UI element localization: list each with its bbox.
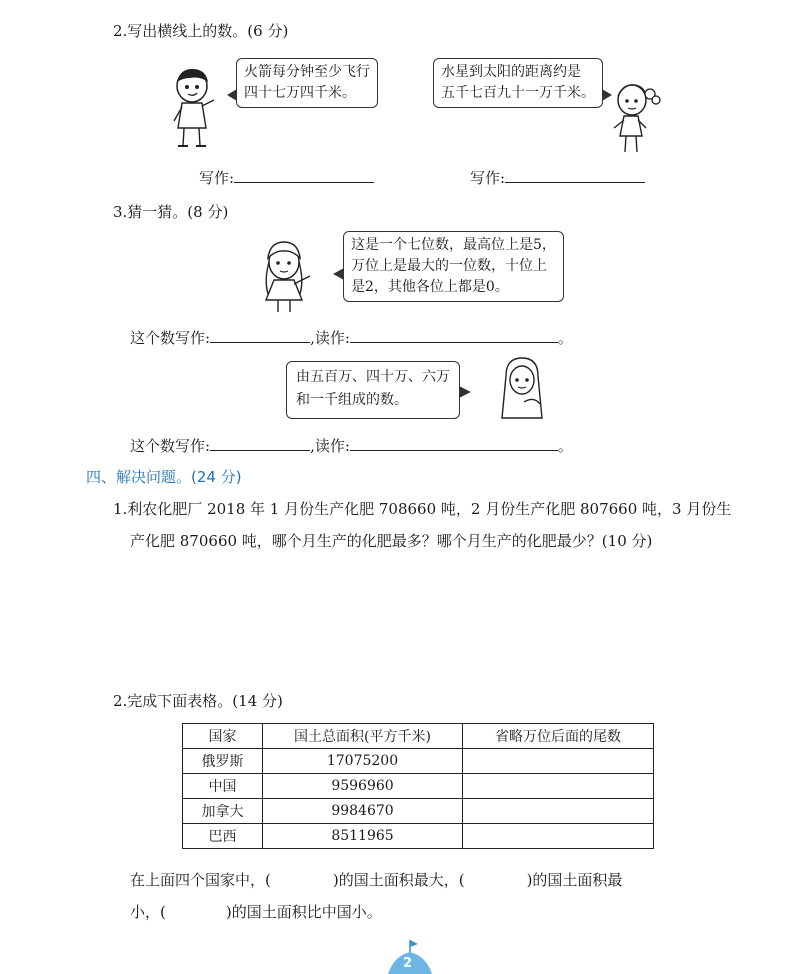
table-header-row xyxy=(183,724,654,749)
long-hair-girl-figure xyxy=(494,356,552,426)
write-label-right: 写作: xyxy=(470,169,506,187)
page-number: 2 xyxy=(403,956,413,971)
bubble-right-line-2: 五千七百九十一万千米。 xyxy=(441,85,595,101)
q3-answer-row-2 xyxy=(130,435,573,456)
problem-1-line-1: 1.利农化肥厂 2018 年 1 月份生产化肥 708660 吨，2 月份生产化肥 807660 吨，3 月份生 xyxy=(113,500,732,518)
cell-rounded-input[interactable] xyxy=(463,799,654,824)
write-label-left: 写作: xyxy=(199,169,235,187)
answer-line-left[interactable] xyxy=(234,168,374,183)
fill2-text-b: )的国土面积比中国小。 xyxy=(225,903,382,921)
cell-country: 加拿大 xyxy=(183,799,263,824)
fill-blank-row-1 xyxy=(130,869,622,890)
area-table xyxy=(182,723,654,849)
read-label-1: ,读作: xyxy=(310,329,350,347)
cell-rounded-input[interactable] xyxy=(463,749,654,774)
bubble-right-line-1: 水星到太阳的距离约是 xyxy=(441,64,581,80)
fill1-text-c: )的国土面积最 xyxy=(526,871,623,889)
boy-cartoon-figure xyxy=(166,66,220,150)
cell-country: 巴西 xyxy=(183,824,263,849)
bubble1-line-1: 这是一个七位数，最高位上是5， xyxy=(351,237,556,253)
bubble-left-line-1: 火箭每分钟至少飞行 xyxy=(244,64,370,80)
bubble-left-line-2: 四十七万四千米。 xyxy=(244,85,356,101)
cell-area: 8511965 xyxy=(263,824,463,849)
girl-with-braids-figure xyxy=(256,236,318,314)
fill1-text-b: )的国土面积最大，( xyxy=(332,871,465,889)
write-answer-line-1[interactable] xyxy=(210,328,310,343)
read-label-2: ,读作: xyxy=(310,437,350,455)
cell-area: 9984670 xyxy=(263,799,463,824)
cell-area: 9596960 xyxy=(263,774,463,799)
write-answer-line-2[interactable] xyxy=(210,436,310,451)
section-4-title: 四、解决问题。(24 分) xyxy=(86,468,242,486)
speech-bubble-composition xyxy=(286,361,460,419)
bubble2-line-2: 和一千组成的数。 xyxy=(296,392,408,408)
q3-title: 3.猜一猜。(8 分) xyxy=(113,203,229,221)
table-header-country: 国家 xyxy=(183,724,263,749)
period-2: 。 xyxy=(557,437,573,455)
write-label-2: 这个数写作: xyxy=(130,437,211,455)
table-header-area: 国土总面积(平方千米) xyxy=(263,724,463,749)
problem-2-title: 2.完成下面表格。(14 分) xyxy=(113,692,283,710)
speech-bubble-right xyxy=(433,58,603,108)
fill1-text-a: 在上面四个国家中，( xyxy=(130,871,271,889)
bubble1-line-3: 是2，其他各位上都是0。 xyxy=(351,279,509,295)
fill-blank-row-2 xyxy=(130,901,382,922)
q2-title: 2.写出横线上的数。(6 分) xyxy=(113,22,289,40)
read-answer-line-1[interactable] xyxy=(350,328,558,343)
read-answer-line-2[interactable] xyxy=(350,436,558,451)
table-row xyxy=(183,799,654,824)
period-1: 。 xyxy=(557,329,573,347)
q2-write-left xyxy=(199,167,374,188)
cell-country: 中国 xyxy=(183,774,263,799)
cell-rounded-input[interactable] xyxy=(463,824,654,849)
problem-1-line-2: 产化肥 870660 吨，哪个月生产的化肥最多？哪个月生产的化肥最少？(10 分) xyxy=(130,532,653,550)
table-row xyxy=(183,824,654,849)
table-row xyxy=(183,774,654,799)
answer-line-right[interactable] xyxy=(505,168,645,183)
speech-bubble-left xyxy=(236,58,378,108)
q3-answer-row-1 xyxy=(130,327,573,348)
cell-rounded-input[interactable] xyxy=(463,774,654,799)
speech-bubble-seven-digit xyxy=(343,231,564,302)
q2-write-right xyxy=(470,167,645,188)
bubble1-line-2: 万位上是最大的一位数，十位上 xyxy=(351,258,547,274)
table-row xyxy=(183,749,654,774)
cell-country: 俄罗斯 xyxy=(183,749,263,774)
girl-cartoon-figure xyxy=(606,78,664,156)
cell-area: 17075200 xyxy=(263,749,463,774)
fill2-text-a: 小，( xyxy=(130,903,166,921)
bubble2-line-1: 由五百万、四十万、六万 xyxy=(296,369,450,385)
write-label-1: 这个数写作: xyxy=(130,329,211,347)
table-header-rounded: 省略万位后面的尾数 xyxy=(463,724,654,749)
